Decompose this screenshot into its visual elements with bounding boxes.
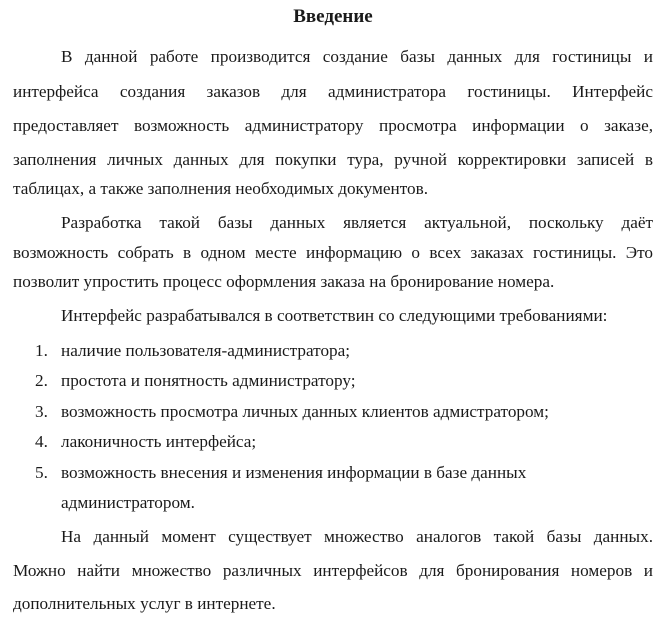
paragraph-4-line-3: дополнительных услуг в интернете. — [13, 594, 276, 613]
paragraph-1-line-3: предоставляет возможность администратору просмотра информации о заказе, — [13, 116, 653, 135]
paragraph-2-line-1: Разработка такой базы данных является актуальной, поскольку даёт — [61, 213, 653, 232]
paragraph-1-line-5: таблицах, а также заполнения необходимых документов. — [13, 179, 429, 198]
list-number: 3. — [35, 402, 48, 421]
paragraph-1-line-1: В данной работе производится создание базы данных для гостиницы и — [61, 47, 653, 66]
paragraph-4-line-2: Можно найти множество различных интерфейсов для бронирования номеров и — [13, 561, 653, 580]
list-text: простота и понятность администратору; — [61, 371, 356, 390]
list-text: наличие пользователя-администратора; — [61, 341, 351, 360]
list-text: возможность просмотра личных данных клиентов адмистратором; — [61, 402, 549, 421]
list-number: 1. — [35, 341, 48, 360]
list-number: 2. — [35, 371, 48, 390]
paragraph-1-line-2: интерфейса создания заказов для администратора гостиницы. Интерфейс — [13, 82, 653, 101]
paragraph-2-line-3: позволит упростить процесс оформления заказа на бронирование номера. — [13, 272, 555, 291]
list-text: лаконичность интерфейса; — [61, 432, 257, 451]
list-text: возможность внесения и изменения информации в базе данных — [61, 463, 527, 482]
paragraph-4-line-1: На данный момент существует множество аналогов такой базы данных. — [61, 527, 653, 546]
list-number: 5. — [35, 463, 48, 482]
list-number: 4. — [35, 432, 48, 451]
paragraph-2-line-2: возможность собрать в одном месте информацию о всех заказах гостиницы. Это — [13, 243, 653, 262]
section-title: Введение — [293, 6, 373, 27]
list-text-continuation: администратором. — [61, 493, 195, 512]
paragraph-3: Интерфейс разрабатывался в соответствин со следующими требованиями: — [61, 306, 608, 325]
paragraph-1-line-4: заполнения личных данных для покупки тура, ручной корректировки записей в — [13, 150, 653, 169]
